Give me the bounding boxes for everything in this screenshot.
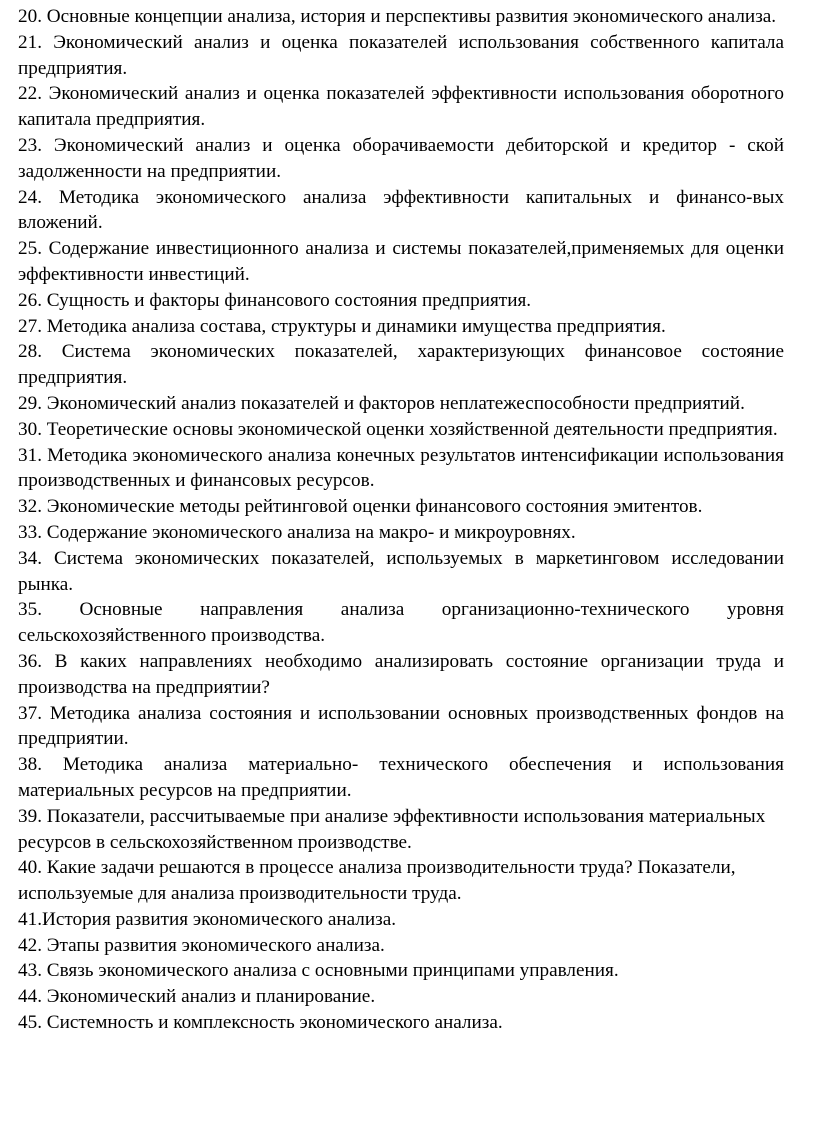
list-item: 27. Методика анализа состава, структуры и динамики имущества предприятия.	[18, 315, 666, 337]
list-item: 20. Основные концепции анализа, история и перспективы развития экономического анализа.	[18, 6, 777, 27]
list-item: 36. В каких направлениях необходимо анализировать состояние организации труда и производства на предприятии?	[18, 650, 784, 698]
list-item: 26. Сущность и факторы финансового состояния предприятия.	[18, 289, 532, 311]
list-item: 44. Экономический анализ и планирование.	[18, 986, 376, 1008]
list-item: 32. Экономические методы рейтинговой оценки финансового состояния эмитентов.	[18, 496, 703, 518]
list-item: 38. Методика анализа материально- технического обеспечения и использования материальных ресурсов на предприятии.	[18, 754, 784, 801]
list-item: 42. Этапы развития экономического анализа.	[18, 934, 385, 956]
list-item: 24. Методика экономического анализа эффективности капитальных и финансо-вых вложений.	[18, 186, 784, 234]
list-item: 22. Экономический анализ и оценка показателей эффективности использования оборотного капитала предприятия.	[18, 83, 784, 131]
list-item: 34. Система экономических показателей, используемых в маркетинговом исследовании рынка.	[18, 547, 784, 595]
list-item: 25. Содержание инвестиционного анализа и системы показателей,применяемых для оценки эффективности инвестиций.	[18, 238, 784, 285]
list-item: 39. Показатели, рассчитываемые при анализе эффективности использования материальных ресурсов в сельскохозяйственном производстве.	[18, 805, 766, 853]
list-item: 23. Экономический анализ и оценка оборачиваемости дебиторской и кредитор - ской задолженности на предприятии.	[18, 134, 784, 182]
list-item: 31. Методика экономического анализа конечных результатов интенсификации использования производственных и финансовых ресурсов.	[18, 444, 784, 492]
list-item: 37. Методика анализа состояния и использовании основных производственных фондов на предприятии.	[18, 702, 784, 750]
list-item: 30. Теоретические основы экономической оценки хозяйственной деятельности предприятия.	[18, 418, 778, 440]
list-item: 35. Основные направления анализа организационно-технического уровня сельскохозяйственного производства.	[18, 599, 784, 647]
list-item: 45. Системность и комплексность экономического анализа.	[18, 1012, 503, 1034]
list-item: 43. Связь экономического анализа с основными принципами управления.	[18, 960, 619, 982]
list-item: 41.История развития экономического анализа.	[18, 908, 397, 930]
list-item: 40. Какие задачи решаются в процессе анализа производительности труда? Показатели, используемые для анализа производительности труда.	[18, 857, 736, 905]
document-page	[18, 4, 784, 1036]
list-item: 29. Экономический анализ показателей и факторов неплатежеспособности предприятий.	[18, 392, 745, 414]
list-item: 28. Система экономических показателей, характеризующих финансовое состояние предприятия.	[18, 341, 784, 389]
list-item: 33. Содержание экономического анализа на макро- и микроуровнях.	[18, 521, 576, 543]
list-item: 21. Экономический анализ и оценка показателей использования собственного капитала предприятия.	[18, 31, 784, 79]
